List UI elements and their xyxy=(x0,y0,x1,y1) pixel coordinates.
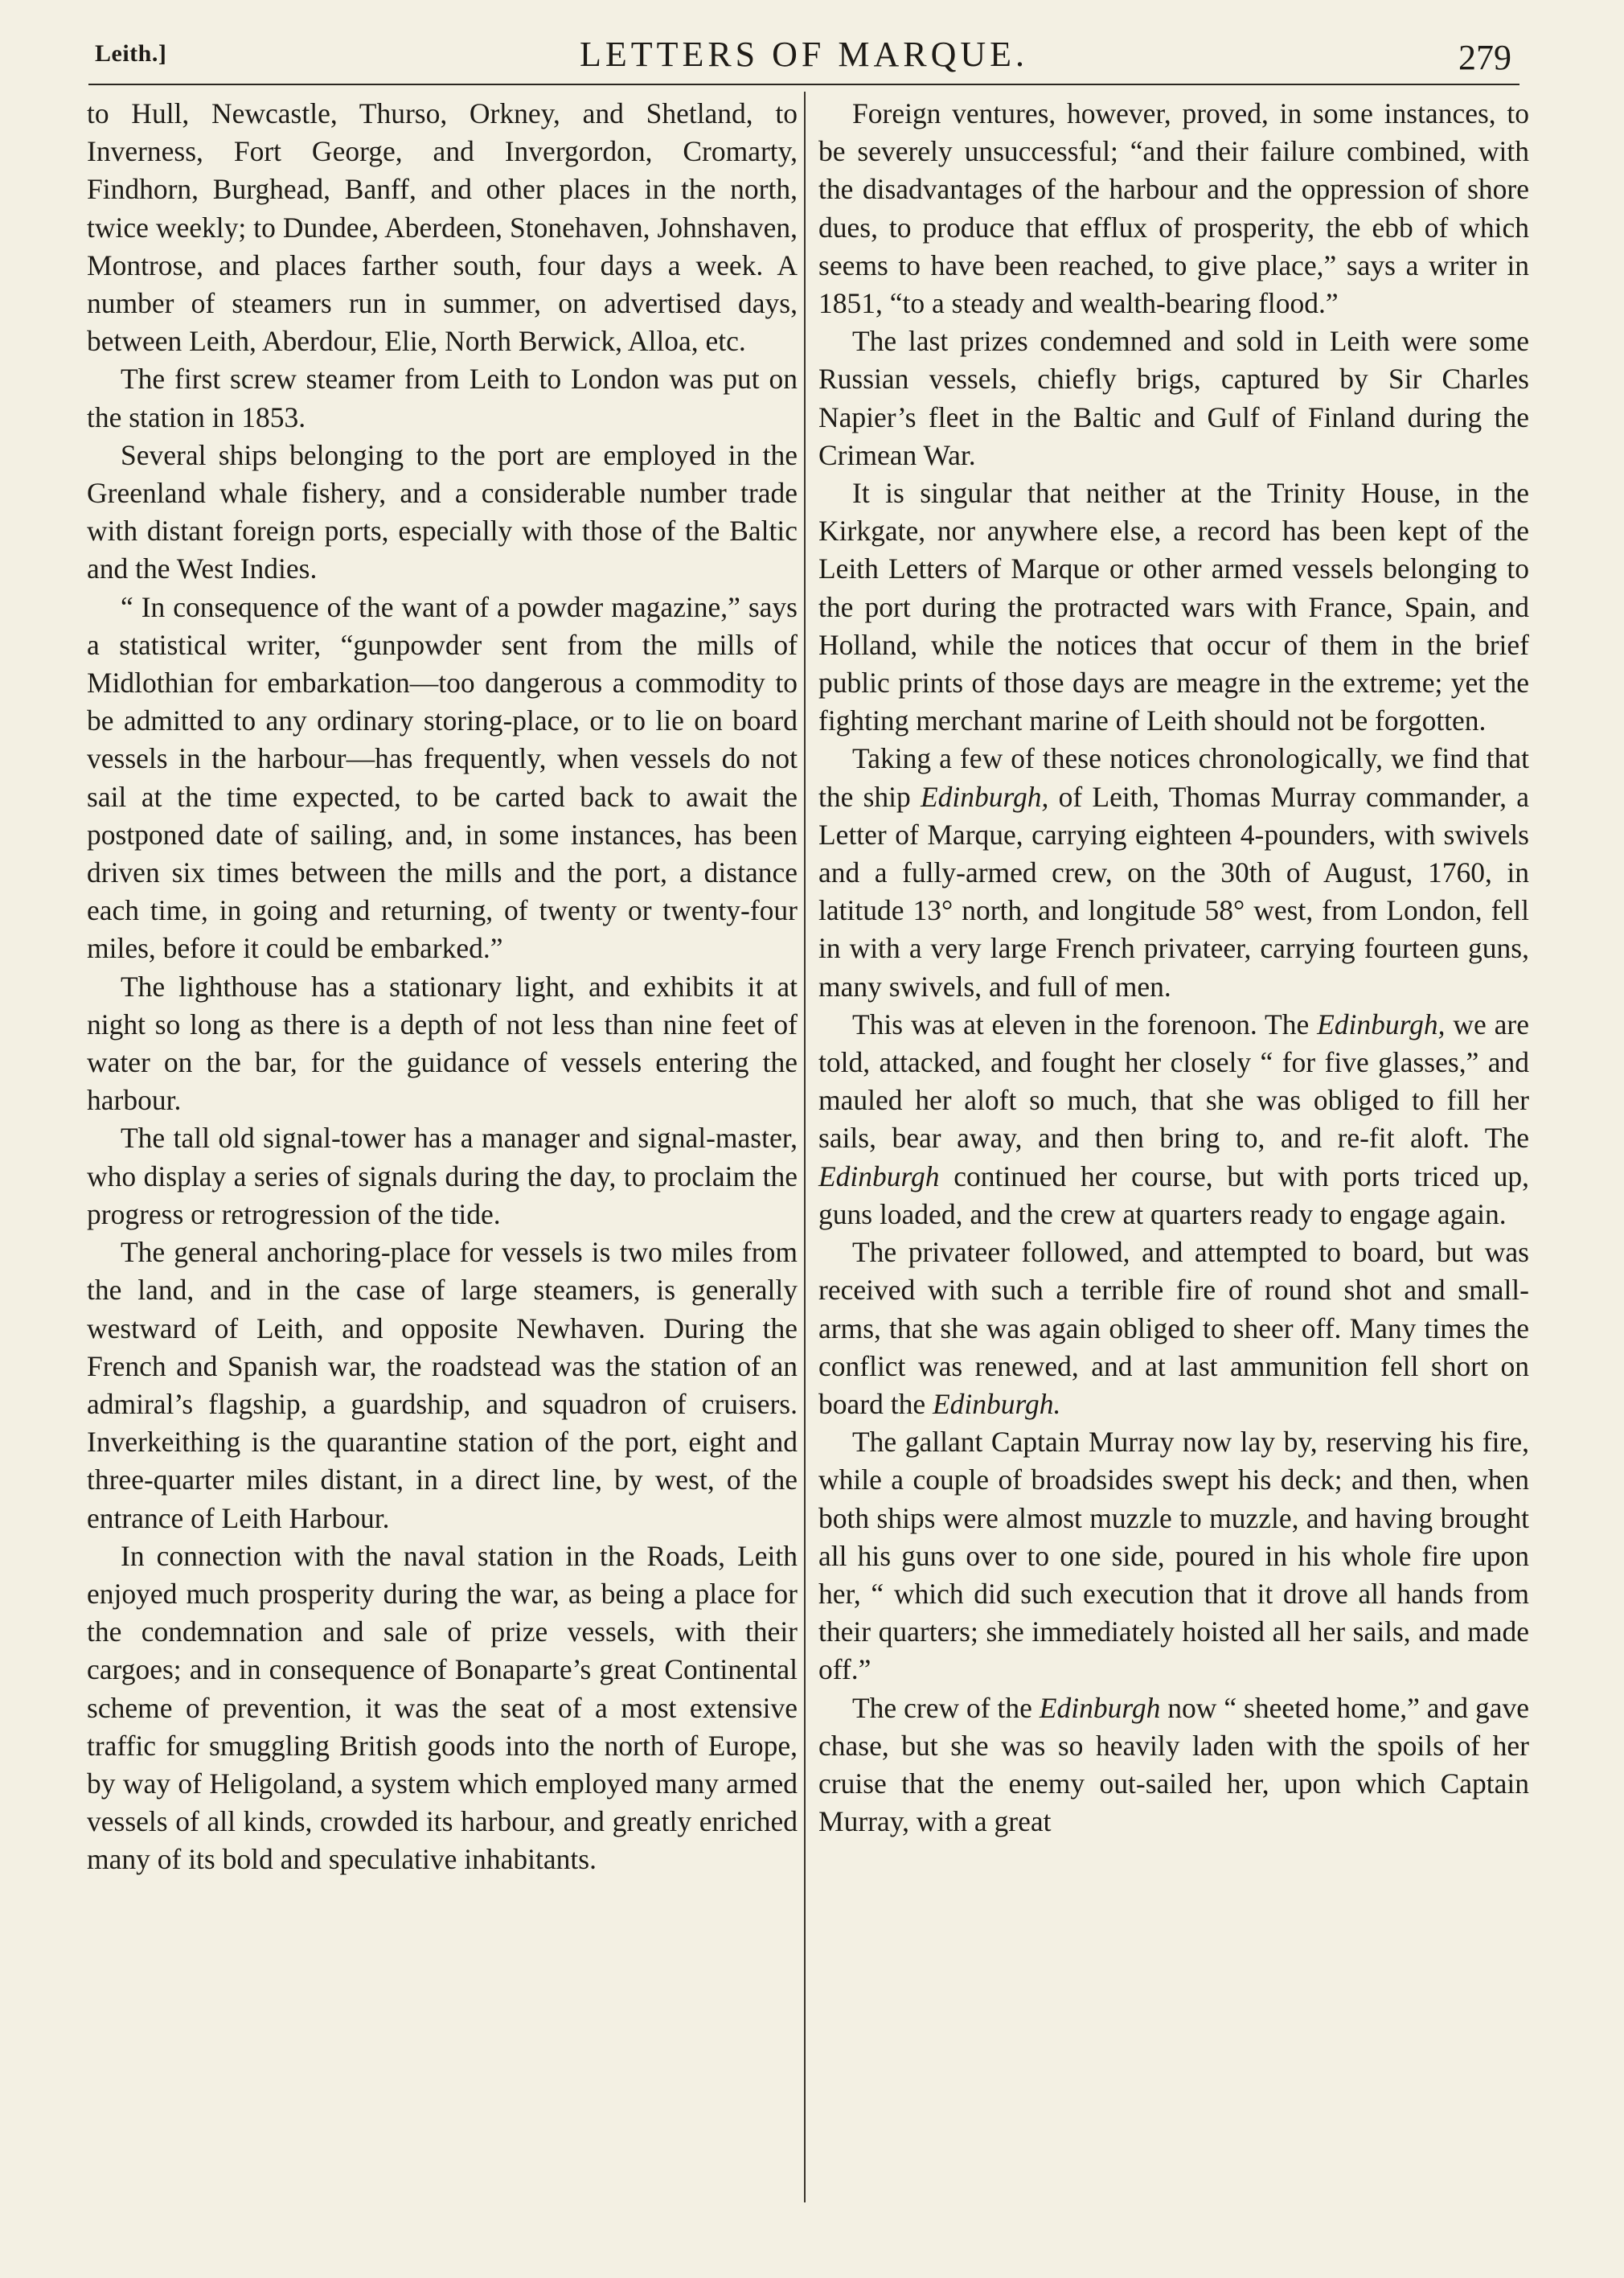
header-rule xyxy=(88,84,1519,85)
paragraph: The general anchoring-place for vessels is two miles from the land, and in the case of large steamers, is generally westward of Leith, and opposite Newhaven. During the French and Spanish war, the roadstead was the station of an admiral’s flagship, a guardship, and squadron of cruisers. Inverkeithing is the quarantine station of the port, eight and three-quarter miles distant, in a direct line, by west, of the entrance of Leith Harbour. xyxy=(87,1236,798,1534)
text-run: The privateer followed, and attempted to board, but was received with such a terrible fire of round shot and small-arms, that she was again obliged to sheer off. Many times the conflict was renewed, and at last ammunition fell short on board the xyxy=(818,1236,1529,1420)
running-head: Leith.] xyxy=(95,40,167,67)
paragraph xyxy=(818,740,1529,1005)
text-run: of Leith, Thomas Murray commander, a Letter of Marque, carrying eighteen 4-pounders, with swivels and a fully-armed crew, on the 30th of August, 1760, in latitude 13° north, and longitude 58° west, from London, fell in with a very large French privateer, carrying fourteen guns, many swivels, and full of men. xyxy=(818,780,1529,1003)
column-rule xyxy=(804,92,806,2202)
ship-name: Edinburgh xyxy=(818,1160,940,1192)
right-column xyxy=(818,95,1529,1841)
left-column xyxy=(87,95,798,1879)
text-run: Taking a few of these notices chronologically, we find that the ship xyxy=(818,742,1529,813)
paragraph: to Hull, Newcastle, Thurso, Orkney, and Shetland, to Inverness, Fort George, and Invergordon, Cromarty, Findhorn, Burghead, Banff, and other places in the north, twice weekly; to Dundee, Aberdeen, Stonehaven, Johnshaven, Montrose, and places farther south, four days a week. A number of steamers run in summer, on advertised days, between Leith, Aberdour, Elie, North Berwick, Alloa, etc. xyxy=(87,97,798,358)
paragraph: The first screw steamer from Leith to London was put on the station in 1853. xyxy=(87,363,798,433)
paragraph: “ In consequence of the want of a powder magazine,” says a statistical writer, “gunpowder sent from the mills of Midlothian for embarkation—too dangerous a commodity to be admitted to any ordinary storing-place, or to lie on board vessels in the harbour—has frequently, when vessels do not sail at the time expected, to be carted back to await the postponed date of sailing, and, in some instances, has been driven six times between the mills and the port, a distance each time, in going and returning, of twenty or twenty-four miles, before it could be embarked.” xyxy=(87,590,798,965)
text-run: we are told, attacked, and fought her closely “ for five glasses,” and mauled her aloft so much, that she was obliged to fill her sails, bear away, and then bring to, and re-fit aloft. The xyxy=(818,1008,1530,1155)
text-run: continued her course, but with ports triced up, guns loaded, and the crew at quarters ready to engage again. xyxy=(818,1160,1529,1230)
ship-name: Edinburgh. xyxy=(932,1387,1061,1420)
paragraph: In connection with the naval station in the Roads, Leith enjoyed much prosperity during the war, as being a place for the condemnation and sale of prize vessels, with their cargoes; and in consequence of Bonaparte’s great Continental scheme of prevention, it was the seat of a most extensive traffic for smuggling British goods into the north of Europe, by way of Heligoland, a system which employed many armed vessels of all kinds, crowded its harbour, and greatly enriched many of its bold and speculative inhabitants. xyxy=(87,1539,798,1876)
paragraph xyxy=(818,1233,1529,1423)
ship-name: Edinburgh, xyxy=(920,780,1049,813)
paragraph: The last prizes condemned and sold in Leith were some Russian vessels, chiefly brigs, captured by Sir Charles Napier’s fleet in the Baltic and Gulf of Finland during the Crimean War. xyxy=(818,325,1529,471)
paragraph: Foreign ventures, however, proved, in some instances, to be severely unsuccessful; “and their failure combined, with the disadvantages of the harbour and the oppression of shore dues, to produce that efflux of prosperity, the ebb of which seems to have been reached, to give place,” says a writer in 1851, “to a steady and wealth-bearing flood.” xyxy=(818,97,1529,320)
page-header xyxy=(88,34,1519,82)
paragraph: The gallant Captain Murray now lay by, reserving his fire, while a couple of broadsides swept his deck; and then, when both ships were almost muzzle to muzzle, and having brought all his guns over to one side, poured in his whole fire upon her, “ which did such execution that it drove all hands from their quarters; she immediately hoisted all her sails, and made off.” xyxy=(818,1426,1529,1686)
text-run: now “ sheeted home,” and gave chase, but she was so heavily laden with the spoils of her cruise that the enemy out-sailed her, upon which Captain Murray, with a great xyxy=(818,1691,1529,1838)
ship-name: Edinburgh xyxy=(1039,1691,1161,1724)
paragraph: The tall old signal-tower has a manager and signal-master, who display a series of signals during the day, to proclaim the progress or retrogression of the tide. xyxy=(87,1122,798,1230)
paragraph xyxy=(818,1006,1529,1233)
paragraph xyxy=(818,1689,1529,1841)
paragraph: Several ships belonging to the port are employed in the Greenland whale fishery, and a considerable number trade with distant foreign ports, especially with those of the Baltic and the West Indies. xyxy=(87,438,798,585)
paragraph: It is singular that neither at the Trinity House, in the Kirkgate, nor anywhere else, a record has been kept of the Leith Letters of Marque or other armed vessels belonging to the port during the protracted wars with France, Spain, and Holland, while the notices that occur of them in the brief public prints of those days are meagre in the extreme; yet the fighting merchant marine of Leith should not be forgotten. xyxy=(818,477,1529,737)
ship-name: Edinburgh, xyxy=(1317,1008,1446,1040)
paragraph: The lighthouse has a stationary light, and exhibits it at night so long as there is a depth of not less than nine feet of water on the bar, for the guidance of vessels entering the harbour. xyxy=(87,970,798,1117)
text-run: This was at eleven in the forenoon. The xyxy=(852,1008,1318,1040)
page-number: 279 xyxy=(1458,38,1511,77)
page-title: LETTERS OF MARQUE. xyxy=(579,35,1029,74)
text-run: The crew of the xyxy=(852,1691,1040,1724)
